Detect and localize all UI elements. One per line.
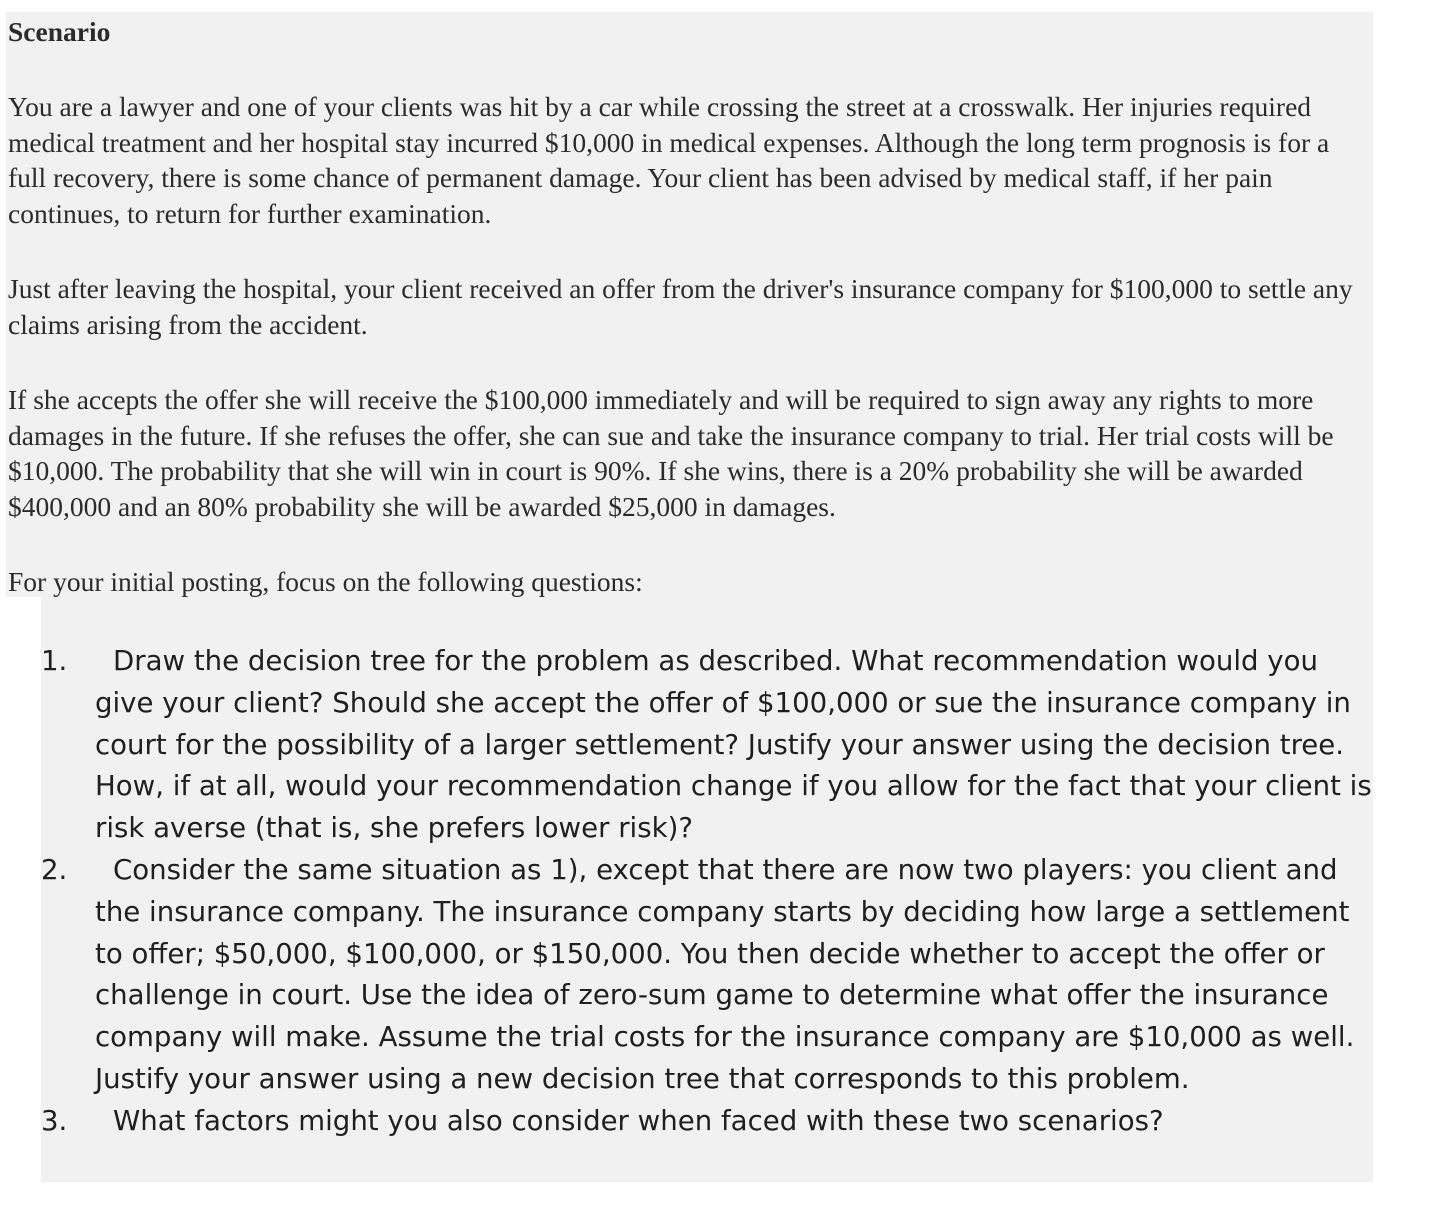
question-item-1 xyxy=(0,640,1375,849)
question-text: What factors might you also consider when faced with these two scenarios? xyxy=(113,1103,1164,1137)
scenario-paragraph-trial: If she accepts the offer she will receive the $100,000 immediately and will be required to sign away any rights to more damages in the future. If she refuses the offer, she can sue and take the insurance company to trial. Her trial costs will be $10,000. The probability that she will win in court is 90%. If she wins, there is a 20% probability she will be awarded $400,000 and an 80% probability she will be awarded $25,000 in damages. xyxy=(8,384,1334,522)
scenario-paragraph-accident: You are a lawyer and one of your clients was hit by a car while crossing the street at a crosswalk. Her injuries required medical treatment and her hospital stay incurred $10,000 in medical expenses. Although the long term prognosis is for a full recovery, there is some chance of permanent damage. Your client has been advised by medical staff, if her pain continues, to return for further examination. xyxy=(8,91,1330,229)
question-number: 2. xyxy=(41,852,68,886)
scenario-heading: Scenario xyxy=(8,16,111,47)
question-text: Draw the decision tree for the problem as described. What recommendation would you give your client? Should she accept the offer of $100,000 or sue the insurance company in court for the possibility of a larger settlement? Justify your answer using the decision tree. How, if at all, would your recommendation change if you allow for the fact that your client is risk averse (that is, she prefers lower risk)? xyxy=(95,644,1372,845)
question-list xyxy=(0,640,1375,1142)
questions-intro: For your initial posting, focus on the following questions: xyxy=(8,566,643,597)
question-number: 1. xyxy=(41,644,68,677)
scenario-paragraph-offer: Just after leaving the hospital, your client received an offer from the driver's insurance company for $100,000 to settle any claims arising from the accident. xyxy=(8,273,1353,340)
question-item-3 xyxy=(0,1100,1375,1142)
question-item-2 xyxy=(0,849,1375,1100)
question-number: 3. xyxy=(41,1103,68,1137)
question-text: Consider the same situation as 1), except that there are now two players: you client and the insurance company. The insurance company starts by deciding how large a settlement to offer; $50,000, $100,000, or $150,000. You then decide whether to accept the offer or challenge in court. Use the idea of zero-sum game to determine what offer the insurance company will make. Assume the trial costs for the insurance company are $10,000 as well. Justify your answer using a new decision tree that corresponds to this problem. xyxy=(95,852,1355,1095)
